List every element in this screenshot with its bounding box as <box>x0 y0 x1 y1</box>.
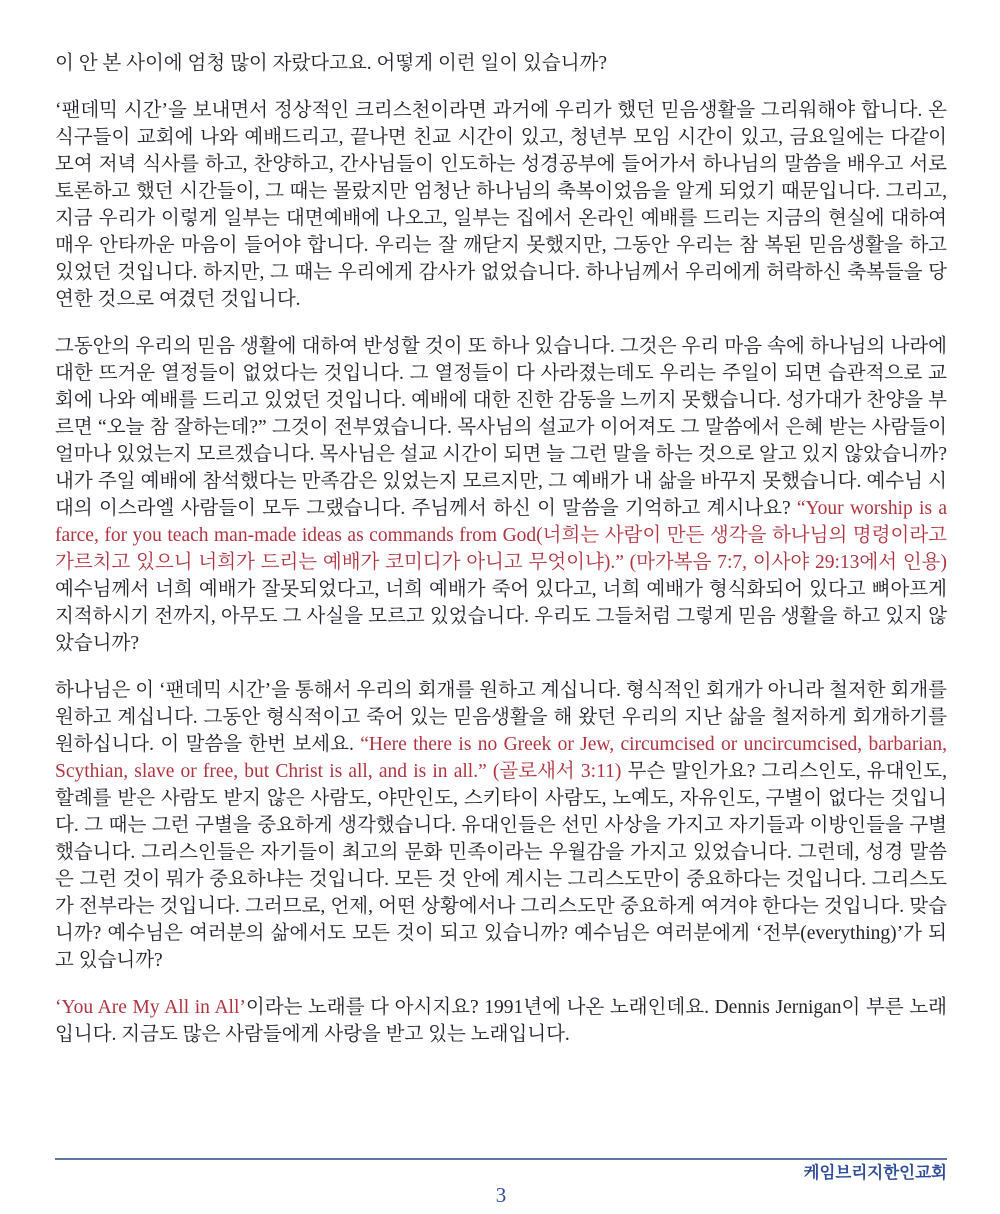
text-run: 예수님께서 너희 예배가 잘못되었다고, 너희 예배가 죽어 있다고, 너희 예배가 형식화되어 있다고 뼈아프게 지적하시기 전까지, 아무도 그 사실을 모르고 있었습니다. 우리도 그들처럼 그렇게 믿음 생활을 하고 있지 않았습니까? <box>55 552 952 654</box>
sermon-text <box>55 50 952 1068</box>
paragraph <box>55 50 947 77</box>
text-run: 무슨 말인가요? 그리스인도, 유대인도, 할례를 받은 사람도 받지 않은 사람도, 야만인도, 스키타이 사람도, 노예도, 자유인도, 구별이 없다는 것입니다. 그 때는 그런 구별을 중요하게 생각했습니다. 유대인들은 선민 사상을 가지고 자기들과 이방인들을 구별했습니다. 그리스인들은 자기들이 최고의 문화 민족이라는 우월감을 가지고 있었습니다. 그런데, 성경 말씀은 그런 것이 뭐가 중요하냐는 것입니다. 모든 것 안에 계시는 그리스도만이 중요하다는 것입니다. 그리스도가 전부라는 것입니다. 그러므로, 언제, 어떤 상황에서나 그리스도만 중요하게 여겨야 한다는 것입니다. 맞습니까? 예수님은 여러분의 삶에서도 모든 것이 되고 있습니까? 예수님은 여러분에게 ‘전부(everything)’가 되고 있습니까? <box>55 761 952 971</box>
text-run: 그동안의 우리의 믿음 생활에 대하여 반성할 것이 또 하나 있습니다. 그것은 우리 마음 속에 하나님의 나라에 대한 뜨거운 열정들이 없었다는 것입니다. 그 열정들이 다 사라졌는데도 우리는 주일이 되면 습관적으로 교회에 나와 예배를 드리고 있었던 것입니다. 예배에 대한 진한 감동을 느끼지 못했습니다. 성가대가 찬양을 부르면 “오늘 참 잘하는데?” 그것이 전부였습니다. 목사님의 설교가 이어져도 그 말씀에서 은혜 받는 사람들이 얼마나 있었는지 모르겠습니다. 목사님은 설교 시간이 되면 늘 그런 말을 하는 것으로 알고 있지 않았습니까? 내가 주일 예배에 참석했다는 만족감은 있었는지 모르지만, 그 예배가 내 삶을 바꾸지 못했습니다. 예수님 시대의 이스라엘 사람들이 모두 그랬습니다. 주님께서 하신 이 말씀을 기억하고 계시나요? <box>55 336 952 519</box>
text-run: 하나님은 이 ‘팬데믹 시간’을 통해서 우리의 회개를 원하고 계십니다. 형식적인 회개가 아니라 철저한 회개를 원하고 계십니다. 그동안 형식적이고 죽어 있는 믿음생활을 해 왔던 우리의 지난 삶을 철저하게 회개하기를 원하십니다. 이 말씀을 한번 보세요. <box>55 680 952 755</box>
paragraph <box>55 994 947 1048</box>
text-run-highlight: “Here there is no Greek or Jew, circumcised or uncircumcised, barbarian, Scythian, slave or free, but Christ is all, and is in all.” (골로새서 3:11) <box>55 734 952 782</box>
paragraph <box>55 677 952 974</box>
text-run-highlight: “Your worship is a farce, for you teach man-made ideas as commands from God(너희는 사람이 만든 생각을 하나님의 명령이라고 가르치고 있으니 너희가 드리는 예배가 코미디가 아니고 무엇이냐).” (마가복음 7:7, 이사야 29:13에서 인용) <box>55 498 952 573</box>
church-name: 케임브리지한인교회 <box>803 1163 947 1182</box>
text-run: 이 안 본 사이에 엄청 많이 자랐다고요. 어떻게 이런 일이 있습니까? <box>55 53 608 74</box>
page-number: 3 <box>495 1183 507 1207</box>
text-run: 이라는 노래를 다 아시지요? 1991년에 나온 노래인데요. Dennis Jernigan이 부른 노래입니다. 지금도 많은 사람들에게 사랑을 받고 있는 노래입니다. <box>55 997 947 1045</box>
text-run: ‘팬데믹 시간’을 보내면서 정상적인 크리스천이라면 과거에 우리가 했던 믿음생활을 그리워해야 합니다. 온 식구들이 교회에 나와 예배드리고, 끝나면 친교 시간이 있고, 청년부 모임 시간이 있고, 금요일에는 다같이 모여 저녁 식사를 하고, 찬양하고, 간사님들이 인도하는 성경공부에 들어가서 하나님의 말씀을 배우고 서로 토론하고 했던 시간들이, 그 때는 몰랐지만 엄청난 하나님의 축복이었음을 알게 되었기 때문입니다. 그리고, 지금 우리가 이렇게 일부는 대면예배에 나오고, 일부는 집에서 온라인 예배를 드리는 지금의 현실에 대하여 매우 안타까운 마음이 들어야 합니다. 우리는 잘 깨닫지 못했지만, 그동안 우리는 참 복된 믿음생활을 하고 있었던 것입니다. 하지만, 그 때는 우리에게 감사가 없었습니다. 하나님께서 우리에게 허락하신 축복들을 당연한 것으로 여겼던 것입니다. <box>55 100 952 310</box>
text-run-highlight: ‘You Are My All in All’ <box>55 997 246 1018</box>
paragraph <box>55 97 952 313</box>
footer-divider <box>55 1158 947 1160</box>
paragraph <box>55 333 952 657</box>
page-footer <box>55 1158 947 1207</box>
